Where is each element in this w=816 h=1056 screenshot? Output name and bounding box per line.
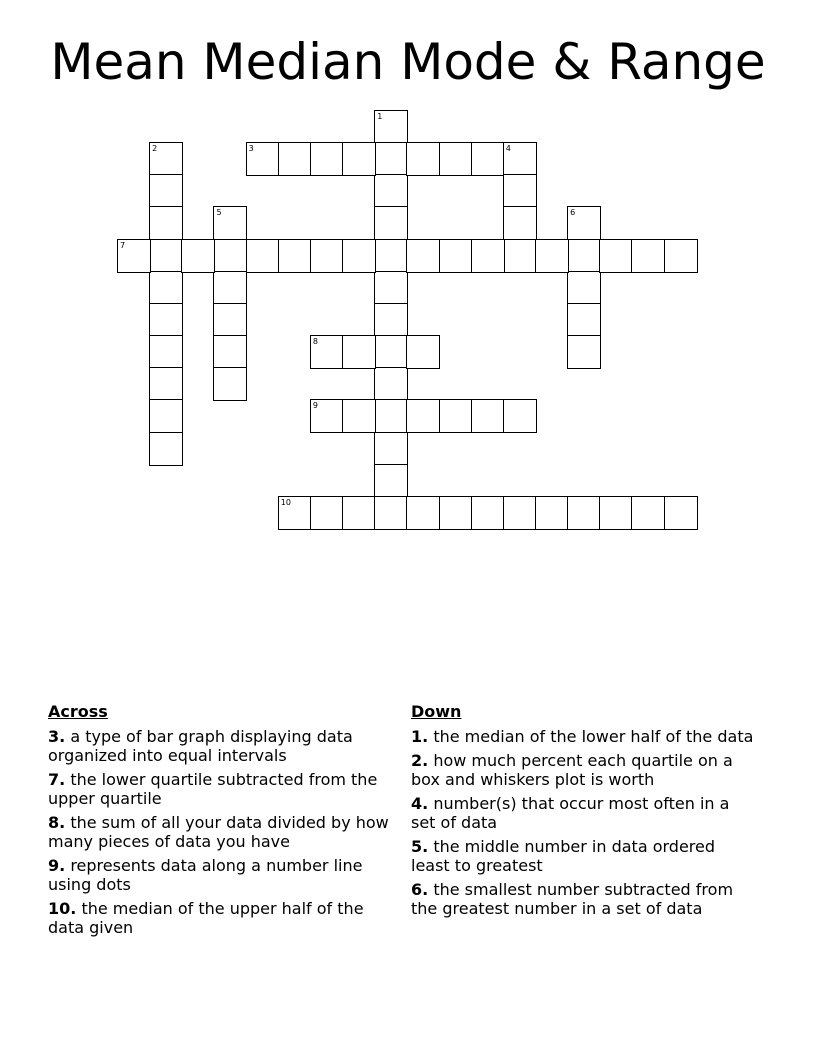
clue-down-5 (411, 837, 756, 875)
clue-number: 4. (411, 794, 429, 813)
crossword-cell[interactable] (567, 335, 601, 369)
clue-down-4 (411, 794, 756, 832)
clue-number: 1. (411, 727, 429, 746)
crossword-cell[interactable] (213, 303, 247, 337)
clue-text: the smallest number subtracted from the greatest number in a set of data (411, 880, 734, 918)
clue-number: 6. (411, 880, 429, 899)
clue-text: the median of the upper half of the data given (48, 899, 364, 937)
page-title: Mean Median Mode & Range (50, 33, 766, 91)
crossword-cell[interactable] (149, 206, 183, 240)
crossword-cell[interactable] (406, 142, 440, 176)
clue-number: 7. (48, 770, 66, 789)
crossword-cell[interactable] (278, 496, 312, 530)
clue-text: the middle number in data ordered least to greatest (411, 837, 716, 875)
cell-number: 5 (216, 208, 222, 218)
down-heading: Down (411, 702, 462, 721)
crossword-cell[interactable] (631, 239, 665, 273)
crossword-cell[interactable] (535, 496, 569, 530)
crossword-cell[interactable] (567, 271, 601, 305)
clue-across-3 (48, 727, 393, 765)
crossword-cell[interactable] (503, 174, 537, 208)
clue-down-6 (411, 880, 756, 918)
crossword-cell[interactable] (374, 174, 408, 208)
crossword-cell[interactable] (471, 496, 505, 530)
clue-text: the lower quartile subtracted from the upper quartile (48, 770, 378, 808)
crossword-cell[interactable] (310, 399, 344, 433)
crossword-cell[interactable] (342, 399, 376, 433)
crossword-cell[interactable] (503, 142, 537, 176)
crossword-cell[interactable] (246, 142, 280, 176)
crossword-cell[interactable] (278, 142, 312, 176)
crossword-cell[interactable] (213, 239, 247, 273)
crossword-cell[interactable] (503, 399, 537, 433)
cell-number: 7 (120, 240, 126, 250)
cell-number: 4 (505, 144, 511, 154)
crossword-cell[interactable] (149, 367, 183, 401)
across-heading: Across (48, 702, 108, 721)
crossword-cell[interactable] (503, 239, 537, 273)
crossword-cell[interactable] (406, 335, 440, 369)
crossword-cell[interactable] (374, 464, 408, 498)
crossword-cell[interactable] (374, 496, 408, 530)
crossword-cell[interactable] (406, 496, 440, 530)
clue-across-9 (48, 856, 393, 894)
crossword-cell[interactable] (374, 142, 408, 176)
clue-text: the median of the lower half of the data (433, 727, 754, 746)
crossword-cell[interactable] (213, 206, 247, 240)
crossword-cell[interactable] (567, 496, 601, 530)
crossword-cell[interactable] (567, 303, 601, 337)
crossword-cell[interactable] (374, 399, 408, 433)
crossword-cell[interactable] (374, 335, 408, 369)
crossword-cell[interactable] (471, 142, 505, 176)
crossword-cell[interactable] (213, 335, 247, 369)
crossword-cell[interactable] (213, 367, 247, 401)
cell-number: 6 (570, 208, 576, 218)
crossword-cell[interactable] (310, 496, 344, 530)
crossword-cell[interactable] (149, 239, 183, 273)
crossword-cell[interactable] (567, 206, 601, 240)
crossword-cell[interactable] (117, 239, 151, 273)
crossword-cell[interactable] (149, 271, 183, 305)
crossword-cell[interactable] (374, 271, 408, 305)
crossword-cell[interactable] (310, 335, 344, 369)
crossword-cell[interactable] (439, 496, 473, 530)
crossword-cell[interactable] (310, 239, 344, 273)
crossword-cell[interactable] (213, 271, 247, 305)
crossword-cell[interactable] (439, 142, 473, 176)
crossword-cell[interactable] (342, 335, 376, 369)
crossword-cell[interactable] (310, 142, 344, 176)
clue-down-1 (411, 727, 756, 746)
crossword-cell[interactable] (406, 239, 440, 273)
crossword-cell[interactable] (181, 239, 215, 273)
cell-number: 3 (248, 144, 254, 154)
crossword-cell[interactable] (599, 496, 633, 530)
crossword-cell[interactable] (439, 239, 473, 273)
cell-number: 10 (280, 497, 291, 507)
clue-across-8 (48, 813, 393, 851)
clue-number: 8. (48, 813, 66, 832)
crossword-cell[interactable] (149, 335, 183, 369)
clue-number: 2. (411, 751, 429, 770)
crossword-cell[interactable] (278, 239, 312, 273)
clue-down-2 (411, 751, 756, 789)
crossword-cell[interactable] (374, 303, 408, 337)
crossword-cell[interactable] (149, 303, 183, 337)
crossword-cell[interactable] (246, 239, 280, 273)
crossword-cell[interactable] (471, 239, 505, 273)
clue-across-7 (48, 770, 393, 808)
cell-number: 1 (377, 112, 383, 121)
crossword-cell[interactable] (149, 174, 183, 208)
crossword-cell[interactable] (374, 239, 408, 273)
cell-number: 2 (152, 144, 158, 154)
down-clues (411, 702, 756, 923)
clue-text: number(s) that occur most often in a set of data (411, 794, 730, 832)
clue-number: 3. (48, 727, 66, 746)
clue-text: how much percent each quartile on a box and whiskers plot is worth (411, 751, 733, 789)
crossword-cell[interactable] (535, 239, 569, 273)
crossword-cell[interactable] (406, 399, 440, 433)
clue-text: a type of bar graph displaying data organized into equal intervals (48, 727, 353, 765)
crossword-cell[interactable] (149, 142, 183, 176)
clue-text: the sum of all your data divided by how many pieces of data you have (48, 813, 389, 851)
crossword-cell[interactable] (374, 432, 408, 466)
crossword-cell[interactable] (664, 496, 698, 530)
crossword-cell[interactable] (503, 496, 537, 530)
cell-number: 8 (312, 337, 318, 347)
crossword-cell[interactable] (149, 399, 183, 433)
crossword-cell[interactable] (342, 496, 376, 530)
crossword-cell[interactable] (503, 206, 537, 240)
crossword-cell[interactable] (631, 496, 665, 530)
clue-across-10 (48, 899, 393, 937)
clue-number: 10. (48, 899, 77, 918)
crossword-cell[interactable] (471, 399, 505, 433)
crossword-cell[interactable] (599, 239, 633, 273)
crossword-cell[interactable] (439, 399, 473, 433)
crossword-cell[interactable] (342, 239, 376, 273)
crossword-cell[interactable] (374, 367, 408, 401)
cell-number: 9 (312, 401, 318, 411)
across-clues (48, 702, 393, 942)
crossword-cell[interactable] (567, 239, 601, 273)
clue-number: 5. (411, 837, 429, 856)
clue-number: 9. (48, 856, 66, 875)
crossword-cell[interactable] (374, 206, 408, 240)
crossword-cell[interactable] (342, 142, 376, 176)
crossword-cell[interactable] (374, 110, 408, 144)
crossword-cell[interactable] (149, 432, 183, 466)
crossword-cell[interactable] (664, 239, 698, 273)
clue-text: represents data along a number line using dots (48, 856, 363, 894)
